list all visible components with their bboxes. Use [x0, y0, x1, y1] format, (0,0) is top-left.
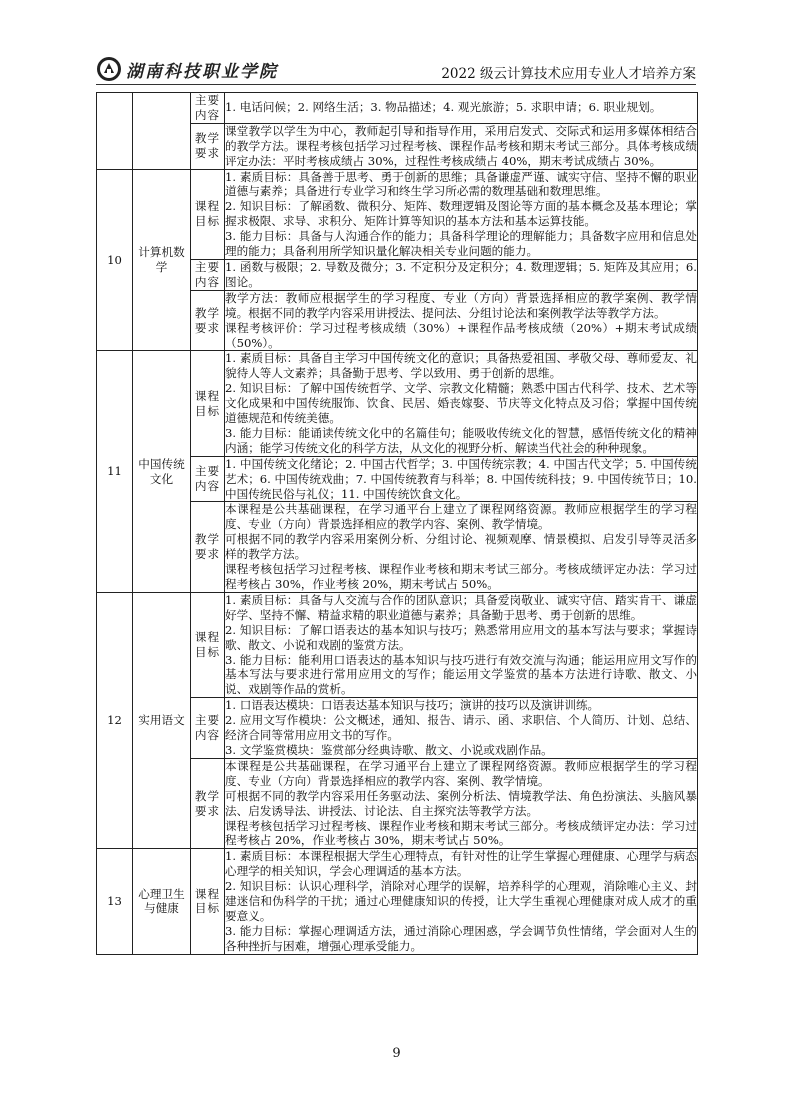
- section-label-cell: [191, 351, 225, 456]
- course-number-cell: [97, 93, 133, 170]
- table-row: [97, 351, 698, 456]
- content-paragraph: 课程考核包括学习过程考核、课程作业考核和期末考试三部分。考核成绩评定办法：学习过程考核占 30%，作业考核 20%，期末考试占 50%。: [225, 562, 697, 591]
- content-paragraph: 可根据不同的教学内容采用任务驱动法、案例分析法、情境教学法、角色扮演法、头脑风暴法、启发诱导法、讲授法、讨论法、自主探究法等教学方法。: [225, 788, 697, 818]
- section-content-cell: [225, 758, 698, 848]
- section-label-cell: [191, 456, 225, 502]
- table-row: [97, 93, 698, 124]
- school-logo: [96, 56, 278, 82]
- school-logo-text: 湖南科技职业学院: [126, 61, 278, 82]
- table-row: [97, 592, 698, 697]
- section-content-cell: [225, 849, 698, 954]
- section-label-cell: [191, 502, 225, 592]
- section-label: 主要内容: [194, 259, 221, 289]
- section-content-cell: [225, 290, 698, 351]
- content-paragraph: 1. 电话问候；2. 网络生活；3. 物品描述；4. 观光旅游；5. 求职申请；6. 职业规划。: [225, 100, 662, 115]
- curriculum-table-body: [97, 93, 698, 955]
- course-number-cell: 10: [97, 169, 133, 351]
- table-row: [97, 169, 698, 259]
- content-paragraph: 2. 知识目标：了解函数、微积分、矩阵、数理逻辑及图论等方面的基本概念及基本理论；掌握求极限、求导、求积分、矩阵计算等知识的基本方法和基本运算技能。: [225, 199, 697, 229]
- content-paragraph: 可根据不同的教学内容采用案例分析、分组讨论、视频观摩、情景模拟、启发引导等灵活多样的教学方法。: [225, 532, 697, 562]
- course-number-cell: 12: [97, 592, 133, 848]
- content-paragraph: 3. 能力目标：具备与人沟通合作的能力；具备科学理论的理解能力；具备数字应用和信息处理的能力；具备利用所学知识量化解决相关专业问题的能力。: [225, 229, 697, 259]
- section-label: 教学要求: [194, 788, 221, 818]
- section-label: 主要内容: [194, 93, 221, 122]
- section-content-cell: [225, 456, 698, 502]
- section-label: 课程目标: [194, 886, 221, 916]
- content-paragraph: 2. 应用文写作模块：公文概述，通知、报告、请示、函、求职信、个人简历、计划、总结、经济合同等常用应用文书的写作。: [225, 713, 697, 743]
- curriculum-table: [96, 92, 698, 955]
- section-content-cell: [225, 169, 698, 259]
- section-content-cell: [225, 502, 698, 592]
- section-label: 主要内容: [194, 464, 221, 494]
- course-name-cell: 计算机数学: [133, 169, 191, 351]
- content-paragraph: 教学方法：教师应根据学生的学习程度、专业（方向）背景选择相应的教学案例、教学情境。根据不同的教学内容采用讲授法、提问法、分组讨论法和案例教学法等教学方法。: [225, 290, 697, 320]
- course-number-cell: 13: [97, 849, 133, 954]
- school-emblem-icon: [96, 56, 122, 82]
- content-paragraph: 1. 口语表达模块：口语表达基本知识与技巧；演讲的技巧以及演讲训练。: [225, 698, 600, 713]
- content-paragraph: 1. 素质目标：具备与人交流与合作的团队意识；具备爱岗敬业、诚实守信、踏实肯干、谦虚好学、坚持不懈、精益求精的职业道德与素养；具备勤于思考、勇于创新的思维。: [225, 592, 697, 622]
- content-paragraph: 课堂教学以学生为中心，教师起引导和指导作用，采用启发式、交际式和运用多媒体相结合的教学方法。课程考核包括学习过程考核、课程作品考核和期末考试三部分。具体考核成绩评定办法：平时考核成绩占 30%，过程性考核成绩占 40%，期末考试成绩占 30%。: [225, 123, 697, 168]
- section-label: 主要内容: [194, 713, 221, 743]
- section-content-cell: [225, 592, 698, 697]
- content-paragraph: 1. 素质目标：具备自主学习中国传统文化的意识；具备热爱祖国、孝敬父母、尊师爱友、礼貌待人等人文素养；具备勤于思考、学以致用、勇于创新的思维。: [225, 351, 697, 381]
- section-label: 课程目标: [194, 630, 221, 660]
- content-paragraph: 1. 素质目标：具备善于思考、勇于创新的思维；具备谦虚严谨、诚实守信、坚持不懈的职业道德与素养；具备进行专业学习和终生学习所必需的数理基础和数理思维。: [225, 169, 697, 199]
- content-paragraph: 课程考核包括学习过程考核、课程作业考核和期末考试三部分。考核成绩评定办法：学习过程考核占 20%，作业考核占 30%，期末考试占 50%。: [225, 818, 697, 848]
- section-label-cell: [191, 592, 225, 697]
- section-label: 课程目标: [194, 388, 221, 418]
- content-paragraph: 3. 能力目标：能诵读传统文化中的名篇佳句；能吸收传统文化的智慧，感悟传统文化的精神内涵；能学习传统文化的科学方法，从文化的视野分析、解读当代社会的种种现象。: [225, 425, 697, 455]
- section-label-cell: [191, 290, 225, 351]
- section-label-cell: [191, 259, 225, 290]
- page-header: [96, 56, 696, 85]
- section-label-cell: [191, 93, 225, 124]
- content-paragraph: 2. 知识目标：了解中国传统哲学、文学、宗教文化精髓；熟悉中国古代科学、技术、艺术等文化成果和中国传统服饰、饮食、民居、婚丧嫁娶、节庆等文化特点及习俗；掌握中国传统道德规范和传统美德。: [225, 381, 697, 426]
- content-paragraph: 3. 能力目标：能利用口语表达的基本知识与技巧进行有效交流与沟通；能运用应用文写作的基本写法与要求进行常用应用文的写作；能运用文学鉴赏的基本方法进行诗歌、散文、小说、戏剧等作品的赏析。: [225, 652, 697, 697]
- section-content-cell: [225, 93, 698, 124]
- course-name-cell: 实用语文: [133, 592, 191, 848]
- section-label-cell: [191, 169, 225, 259]
- section-label-cell: [191, 758, 225, 848]
- course-name-cell: [133, 93, 191, 170]
- section-label-cell: [191, 123, 225, 169]
- section-label-cell: [191, 849, 225, 954]
- table-row: [97, 849, 698, 954]
- section-label: 教学要求: [194, 532, 221, 562]
- document-title: 2022 级云计算技术应用专业人才培养方案: [441, 66, 696, 82]
- section-label: 课程目标: [194, 199, 221, 229]
- content-paragraph: 2. 知识目标：了解口语表达的基本知识与技巧；熟悉常用应用文的基本写法与要求；掌握诗歌、散文、小说和戏剧的鉴赏方法。: [225, 622, 697, 652]
- content-paragraph: 1. 中国传统文化绪论；2. 中国古代哲学；3. 中国传统宗教；4. 中国古代文学；5. 中国传统艺术；6. 中国传统戏曲；7. 中国传统教育与科举；8. 中国传统科技；9. 中国传统节日；10. 中国传统民俗与礼仪；11. 中国传统饮食文化。: [225, 456, 697, 501]
- content-paragraph: 1. 素质目标：本课程根据大学生心理特点，有针对性的让学生掌握心理健康、心理学与病态心理学的相关知识，学会心理调适的基本方法。: [225, 849, 697, 879]
- section-label: 教学要求: [194, 305, 221, 335]
- section-content-cell: [225, 259, 698, 290]
- section-label-cell: [191, 698, 225, 759]
- page-number: 9: [392, 1046, 401, 1061]
- content-paragraph: 2. 知识目标：认识心理科学，消除对心理学的误解，培养科学的心理观，消除唯心主义、封建迷信和伪科学的干扰；通过心理健康知识的传授，让大学生重视心理健康对成人成才的重要意义。: [225, 879, 697, 923]
- section-content-cell: [225, 698, 698, 759]
- course-name-cell: 心理卫生与健康: [133, 849, 191, 954]
- section-content-cell: [225, 123, 698, 169]
- section-label: 教学要求: [194, 131, 221, 161]
- content-paragraph: 3. 能力目标：掌握心理调适方法，通过消除心理困惑，学会调节负性情绪，学会面对人生的各种挫折与困难，增强心理承受能力。: [225, 923, 697, 953]
- content-paragraph: 1. 函数与极限；2. 导数及微分；3. 不定积分及定积分；4. 数理逻辑；5. 矩阵及其应用；6. 图论。: [225, 259, 697, 289]
- content-paragraph: 本课程是公共基础课程，在学习通平台上建立了课程网络资源。教师应根据学生的学习程度、专业（方向）背景选择相应的教学内容、案例、教学情境。: [225, 502, 697, 532]
- content-paragraph: 3. 文学鉴赏模块：鉴赏部分经典诗歌、散文、小说或戏剧作品。: [225, 742, 553, 757]
- content-paragraph: 本课程是公共基础课程，在学习通平台上建立了课程网络资源。教师应根据学生的学习程度、专业（方向）背景选择相应的教学内容、案例、教学情境。: [225, 758, 697, 788]
- course-number-cell: 11: [97, 351, 133, 593]
- content-paragraph: 课程考核评价：学习过程考核成绩（30%）+课程作品考核成绩（20%）+期末考试成绩（50%）。: [225, 320, 697, 350]
- course-name-cell: 中国传统文化: [133, 351, 191, 593]
- section-content-cell: [225, 351, 698, 456]
